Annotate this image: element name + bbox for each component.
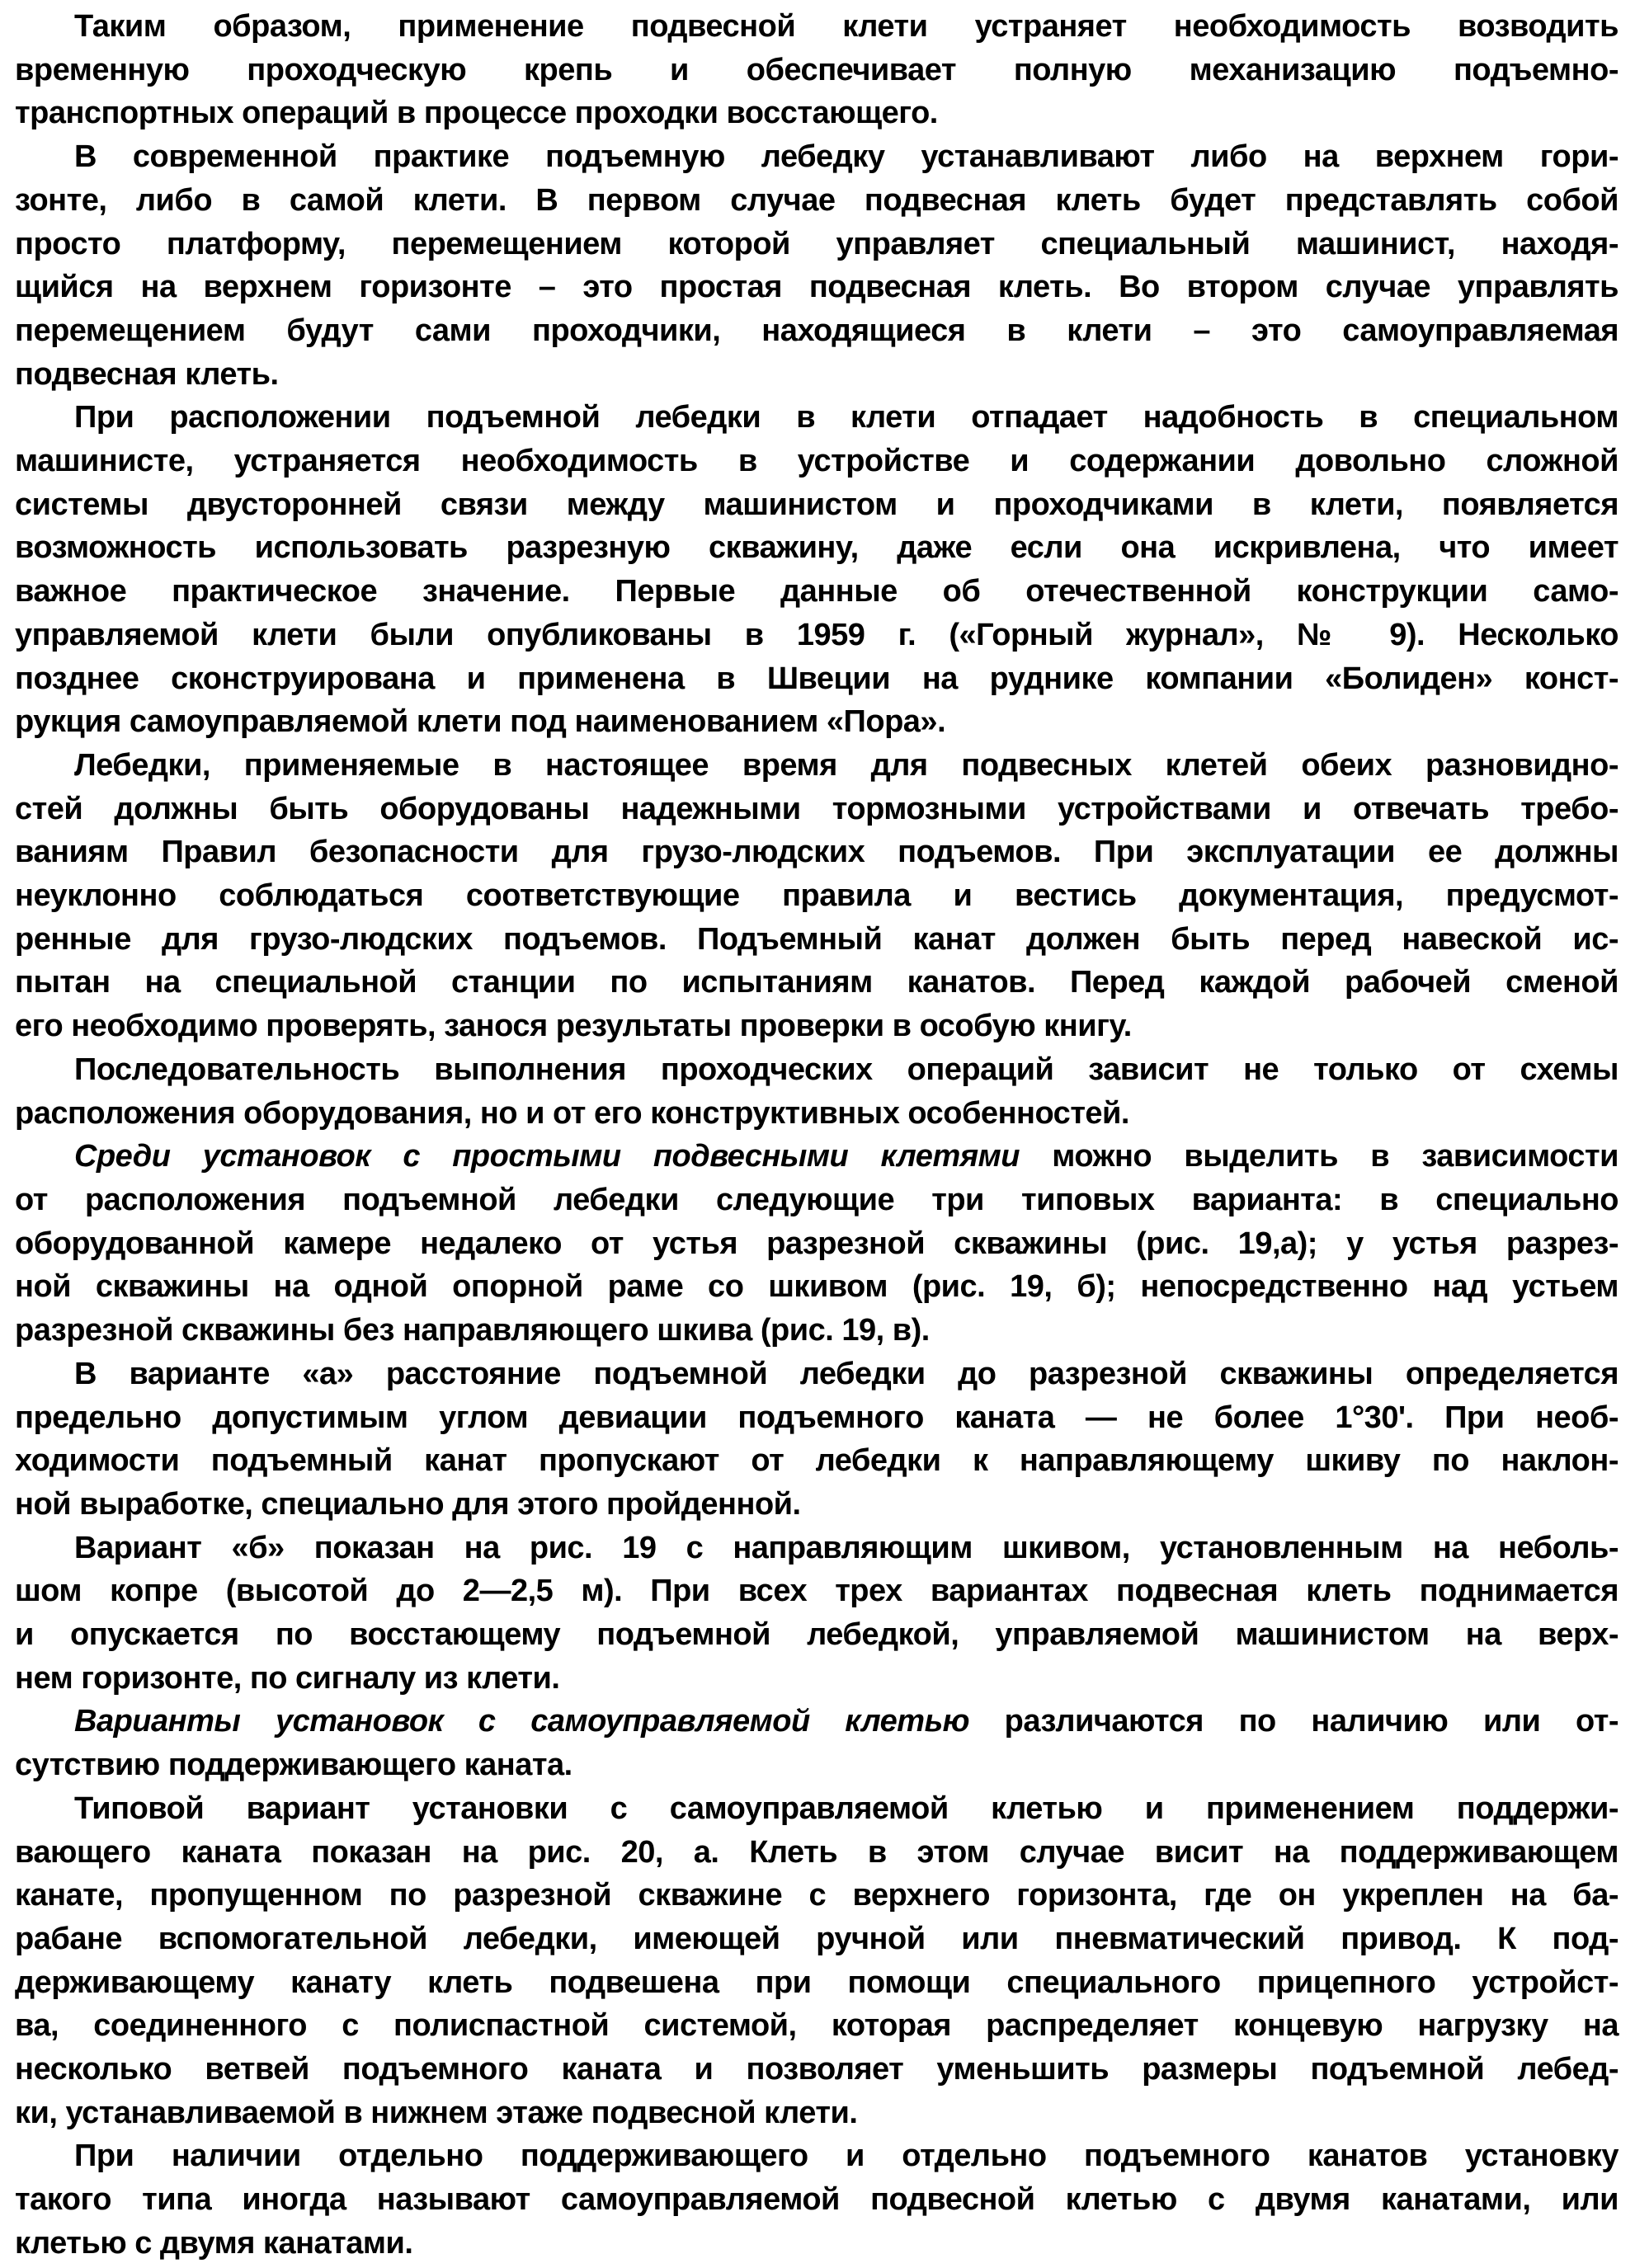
text-line: предельно допустимым углом девиации подъемного каната — не более 1°30'. При необ- <box>15 1400 1619 1435</box>
text-line: Типовой вариант установки с самоуправляемой клетью и применением поддержи- <box>74 1790 1619 1826</box>
paragraph <box>15 1135 1619 1353</box>
text-segment: различаются по наличию или от- <box>969 1704 1619 1739</box>
paragraph <box>15 744 1619 1048</box>
text-line: При расположении подъемной лебедки в клети отпадает надобность в специальном <box>74 400 1619 435</box>
text-line: держивающему канату клеть подвешена при помощи специального прицепного устройст- <box>15 1965 1619 2000</box>
text-line <box>15 1135 1619 1179</box>
text-line: несколько ветвей подъемного каната и позволяет уменьшить размеры подъемной лебед- <box>15 2052 1619 2087</box>
text-line: В варианте «а» расстояние подъемной лебедки до разрезной скважины определяется <box>74 1356 1619 1391</box>
text-line: вающего каната показан на рис. 20, а. Клеть в этом случае висит на поддерживающем <box>15 1834 1619 1870</box>
text-line: управляемой клети были опубликованы в 1959 г. («Горный журнал», № 9). Несколько <box>15 617 1619 652</box>
text-line: ва, соединенного с полиспастной системой, которая распределяет концевую нагрузку на <box>15 2008 1619 2044</box>
text-line: транспортных операций в процессе проходки восстающего. <box>15 96 938 131</box>
text-line: щийся на верхнем горизонте – это простая подвесная клеть. Во втором случае управлять <box>15 270 1619 305</box>
paragraph <box>15 1700 1619 1786</box>
text-line: В современной практике подъемную лебедку устанавливают либо на верхнем гори- <box>74 139 1619 175</box>
text-line: пытан на специальной станции по испытаниям канатов. Перед каждой рабочей сменой <box>15 965 1619 1000</box>
text-line: оборудованной камере недалеко от устья разрезной скважины (рис. 19,а); у устья разрез- <box>15 1226 1619 1261</box>
text-line: нем горизонте, по сигналу из клети. <box>15 1660 560 1696</box>
text-line: сутствию поддерживающего каната. <box>15 1748 572 1783</box>
text-line: такого типа иногда называют самоуправляемой подвесной клетью с двумя канатами, или <box>15 2182 1619 2218</box>
paragraph <box>15 396 1619 744</box>
text-line: ной скважины на одной опорной раме со шкивом (рис. 19, б); непосредственно над устьем <box>15 1269 1619 1305</box>
text-line: возможность использовать разрезную скважину, даже если она искривлена, что имеет <box>15 530 1619 566</box>
text-line: от расположения подъемной лебедки следующие три типовых варианта: в специально <box>15 1182 1619 1217</box>
paragraph <box>15 1353 1619 1527</box>
text-line: клетью с двумя канатами. <box>15 2225 413 2261</box>
text-line: стей должны быть оборудованы надежными тормозными устройствами и отвечать требо- <box>15 791 1619 826</box>
text-line: Таким образом, применение подвесной клети устраняет необходимость возводить <box>74 9 1619 44</box>
text-line: и опускается по восстающему подъемной лебедкой, управляемой машинистом на верх- <box>15 1617 1619 1653</box>
text-line: ной выработке, специально для этого пройденной. <box>15 1486 801 1522</box>
paragraph <box>15 1048 1619 1135</box>
paragraph <box>15 135 1619 396</box>
text-line: ходимости подъемный канат пропускают от лебедки к направляющему шкиву по наклон- <box>15 1443 1619 1479</box>
text-line: Лебедки, применяемые в настоящее время для подвесных клетей обеих разновидно- <box>74 747 1619 783</box>
text-line: рабане вспомогательной лебедки, имеющей ручной или пневматический привод. К под- <box>15 1921 1619 1956</box>
text-line: системы двусторонней связи между машинистом и проходчиками в клети, появляется <box>15 487 1619 522</box>
paragraph <box>15 1527 1619 1701</box>
text-line: При наличии отдельно поддерживающего и отдельно подъемного канатов установку <box>74 2139 1619 2174</box>
text-line: подвесная клеть. <box>15 356 279 392</box>
text-segment: можно выделить в зависимости <box>1019 1139 1619 1174</box>
paragraph <box>15 5 1619 135</box>
text-line: важное практическое значение. Первые данные об отечественной конструкции само- <box>15 574 1619 609</box>
text-line: ки, устанавливаемой в нижнем этаже подвесной клети. <box>15 2095 858 2130</box>
text-line: просто платформу, перемещением которой управляет специальный машинист, находя- <box>15 226 1619 261</box>
text-line: неуклонно соблюдаться соответствующие правила и вестись документация, предусмот- <box>15 878 1619 914</box>
text-line: машинисте, устраняется необходимость в устройстве и содержании довольно сложной <box>15 444 1619 479</box>
text-line <box>15 1700 1619 1743</box>
text-line: позднее сконструирована и применена в Швеции на руднике компании «Болиден» конст- <box>15 661 1619 696</box>
text-line: временную проходческую крепь и обеспечивает полную механизацию подъемно- <box>15 52 1619 87</box>
text-line: Последовательность выполнения проходческих операций зависит не только от схемы <box>74 1052 1619 1087</box>
text-line: перемещением будут сами проходчики, находящиеся в клети – это самоуправляемая <box>15 313 1619 348</box>
text-line: расположения оборудования, но и от его конструктивных особенностей. <box>15 1095 1129 1131</box>
text-line: разрезной скважины без направляющего шкива (рис. 19, в). <box>15 1313 930 1348</box>
italic-text-segment: Варианты установок с самоуправляемой клетью <box>74 1704 969 1739</box>
text-line: шом копре (высотой до 2—2,5 м). При всех трех вариантах подвесная клеть поднимается <box>15 1574 1619 1609</box>
text-line: его необходимо проверять, занося результаты проверки в особую книгу. <box>15 1009 1132 1044</box>
text-line: ренные для грузо-людских подъемов. Подъемный канат должен быть перед навеской ис- <box>15 921 1619 957</box>
paragraph <box>15 1787 1619 2135</box>
text-line: Вариант «б» показан на рис. 19 с направляющим шкивом, установленным на неболь- <box>74 1530 1619 1565</box>
paragraph <box>15 2134 1619 2265</box>
text-line: канате, пропущенном по разрезной скважине с верхнего горизонта, где он укреплен на ба- <box>15 1878 1619 1913</box>
text-line: рукция самоуправляемой клети под наименованием «Пора». <box>15 704 946 740</box>
italic-text-segment: Среди установок с простыми подвесными клетями <box>74 1139 1020 1174</box>
text-line: ваниям Правил безопасности для грузо-людских подъемов. При эксплуатации ее должны <box>15 835 1619 870</box>
text-line: зонте, либо в самой клети. В первом случае подвесная клеть будет представлять собой <box>15 182 1619 218</box>
